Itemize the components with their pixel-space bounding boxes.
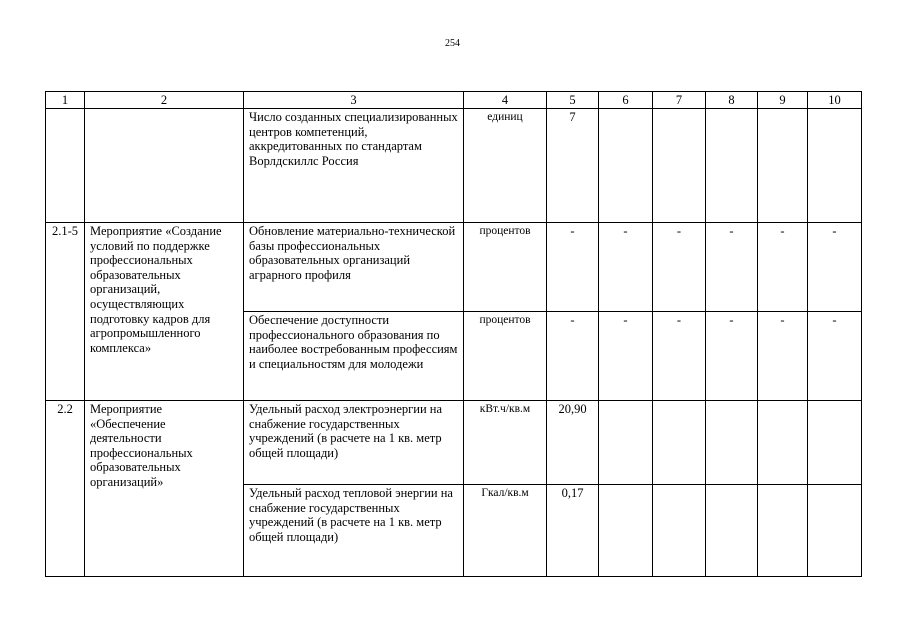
value-cell [808, 401, 862, 485]
value-cell: - [758, 312, 808, 401]
column-header: 8 [706, 92, 758, 109]
column-header: 10 [808, 92, 862, 109]
value-cell: - [706, 312, 758, 401]
event-cell: Мероприятие «Обеспечение деятельности профессиональных образовательных организаций» [85, 401, 244, 577]
row-number-cell: 2.1-5 [46, 223, 85, 401]
value-cell: - [808, 312, 862, 401]
indicator-cell: Удельный расход тепловой энергии на снабжение государственных учреждений (в расчете на 1 кв. метр общей площади) [244, 485, 464, 577]
column-header: 9 [758, 92, 808, 109]
column-header: 3 [244, 92, 464, 109]
value-cell [758, 401, 808, 485]
value-cell: - [653, 223, 706, 312]
row-number-cell [46, 109, 85, 223]
column-header: 7 [653, 92, 706, 109]
table-row [46, 109, 862, 223]
value-cell: 7 [547, 109, 599, 223]
column-header: 2 [85, 92, 244, 109]
column-header: 6 [599, 92, 653, 109]
column-header: 5 [547, 92, 599, 109]
value-cell [808, 485, 862, 577]
indicator-cell: Удельный расход электроэнергии на снабжение государственных учреждений (в расчете на 1 кв. метр общей площади) [244, 401, 464, 485]
value-cell: - [758, 223, 808, 312]
value-cell [653, 401, 706, 485]
value-cell [758, 485, 808, 577]
event-cell: Мероприятие «Создание условий по поддержке профессиональных образовательных организаций, осуществляющих подготовку кадров для агропромышленного комплекса» [85, 223, 244, 401]
indicator-cell: Обеспечение доступности профессионального образования по наиболее востребованным профессиям и специальностям для молодежи [244, 312, 464, 401]
value-cell [653, 109, 706, 223]
value-cell [599, 109, 653, 223]
unit-cell: кВт.ч/кв.м [464, 401, 547, 485]
unit-cell: процентов [464, 312, 547, 401]
value-cell: - [653, 312, 706, 401]
unit-cell: единиц [464, 109, 547, 223]
table-row [46, 223, 862, 312]
column-header: 4 [464, 92, 547, 109]
value-cell: 0,17 [547, 485, 599, 577]
value-cell: - [547, 223, 599, 312]
indicators-table [45, 91, 862, 577]
value-cell [808, 109, 862, 223]
value-cell [706, 109, 758, 223]
value-cell [706, 401, 758, 485]
value-cell: - [599, 223, 653, 312]
table-row [46, 401, 862, 485]
value-cell [599, 485, 653, 577]
indicator-cell: Число созданных специализированных центров компетенций, аккредитованных по стандартам Ворлдскиллс Россия [244, 109, 464, 223]
indicator-cell: Обновление материально-технической базы профессиональных образовательных организаций аграрного профиля [244, 223, 464, 312]
table-header-row [46, 92, 862, 109]
value-cell [653, 485, 706, 577]
value-cell [758, 109, 808, 223]
column-header: 1 [46, 92, 85, 109]
value-cell: 20,90 [547, 401, 599, 485]
value-cell [706, 485, 758, 577]
value-cell: - [599, 312, 653, 401]
value-cell: - [808, 223, 862, 312]
unit-cell: процентов [464, 223, 547, 312]
value-cell: - [706, 223, 758, 312]
event-cell [85, 109, 244, 223]
page-number: 254 [445, 38, 460, 49]
row-number-cell: 2.2 [46, 401, 85, 577]
value-cell [599, 401, 653, 485]
value-cell: - [547, 312, 599, 401]
unit-cell: Гкал/кв.м [464, 485, 547, 577]
